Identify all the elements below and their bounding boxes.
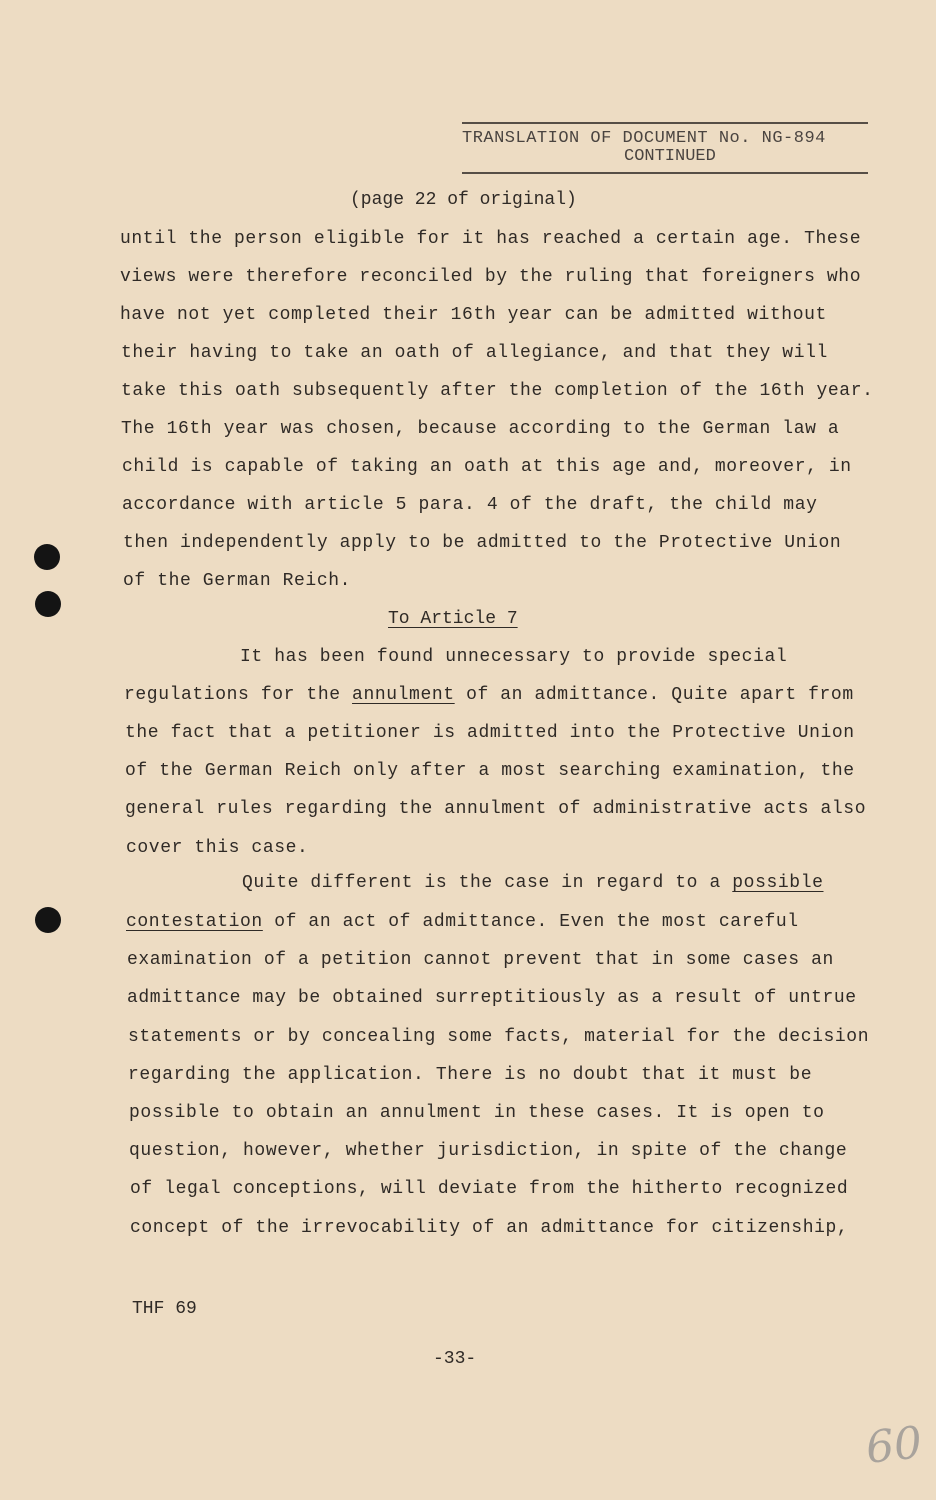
text-line: of legal conceptions, will deviate from the hitherto recognized: [130, 1179, 849, 1199]
punch-hole: [34, 544, 60, 570]
text-span: of an admittance. Quite apart from: [454, 685, 854, 705]
underlined-term: contestation: [126, 912, 263, 932]
text-line: The 16th year was chosen, because according to the German law a: [121, 419, 840, 439]
punch-hole: [35, 591, 61, 617]
header-top-rule: [462, 122, 868, 124]
text-line: admittance may be obtained surreptitiously as a result of untrue: [127, 988, 857, 1008]
handwritten-page-number: 60: [863, 1417, 925, 1474]
text-span: of an act of admittance. Even the most careful: [262, 912, 799, 932]
text-line: have not yet completed their 16th year can be admitted without: [120, 305, 827, 325]
text-line: [126, 912, 799, 932]
original-page-reference: (page 22 of original): [350, 190, 577, 210]
text-line: general rules regarding the annulment of administrative acts also: [125, 799, 867, 819]
document-header: [462, 122, 868, 174]
text-line: examination of a petition cannot prevent that in some cases an: [127, 950, 834, 970]
text-line: their having to take an oath of allegiance, and that they will: [121, 343, 828, 363]
header-subtitle: CONTINUED: [624, 147, 716, 166]
text-line: accordance with article 5 para. 4 of the draft, the child may: [122, 495, 818, 515]
header-bottom-rule: [462, 172, 868, 174]
text-span: Quite different is the case in regard to a: [242, 873, 733, 893]
header-title: TRANSLATION OF DOCUMENT No. NG-894: [462, 129, 826, 148]
text-line: [242, 873, 824, 893]
punch-hole: [35, 907, 61, 933]
text-line: then independently apply to be admitted to the Protective Union: [123, 533, 842, 553]
section-heading: To Article 7: [388, 609, 518, 629]
text-line: child is capable of taking an oath at this age and, moreover, in: [122, 457, 852, 477]
underlined-term: possible: [732, 873, 824, 893]
text-line: until the person eligible for it has reached a certain age. These: [120, 229, 862, 249]
text-line: cover this case.: [126, 838, 309, 858]
text-line: question, however, whether jurisdiction, in spite of the change: [129, 1141, 848, 1161]
text-line: the fact that a petitioner is admitted into the Protective Union: [125, 723, 855, 743]
text-line: take this oath subsequently after the completion of the 16th year.: [121, 381, 874, 401]
text-line: possible to obtain an annulment in these cases. It is open to: [129, 1103, 825, 1123]
text-line: It has been found unnecessary to provide special: [240, 647, 788, 667]
text-line: statements or by concealing some facts, material for the decision: [128, 1027, 870, 1047]
text-line: of the German Reich.: [123, 571, 352, 591]
footer-code: THF 69: [132, 1299, 197, 1319]
text-line: views were therefore reconciled by the ruling that foreigners who: [120, 267, 862, 287]
page-number: -33-: [433, 1349, 477, 1369]
text-line: of the German Reich only after a most searching examination, the: [125, 761, 855, 781]
underlined-term: annulment: [352, 685, 455, 705]
text-line: concept of the irrevocability of an admittance for citizenship,: [130, 1218, 849, 1238]
text-line: regarding the application. There is no doubt that it must be: [128, 1065, 813, 1085]
text-line: [124, 685, 854, 705]
text-span: regulations for the: [124, 685, 353, 705]
